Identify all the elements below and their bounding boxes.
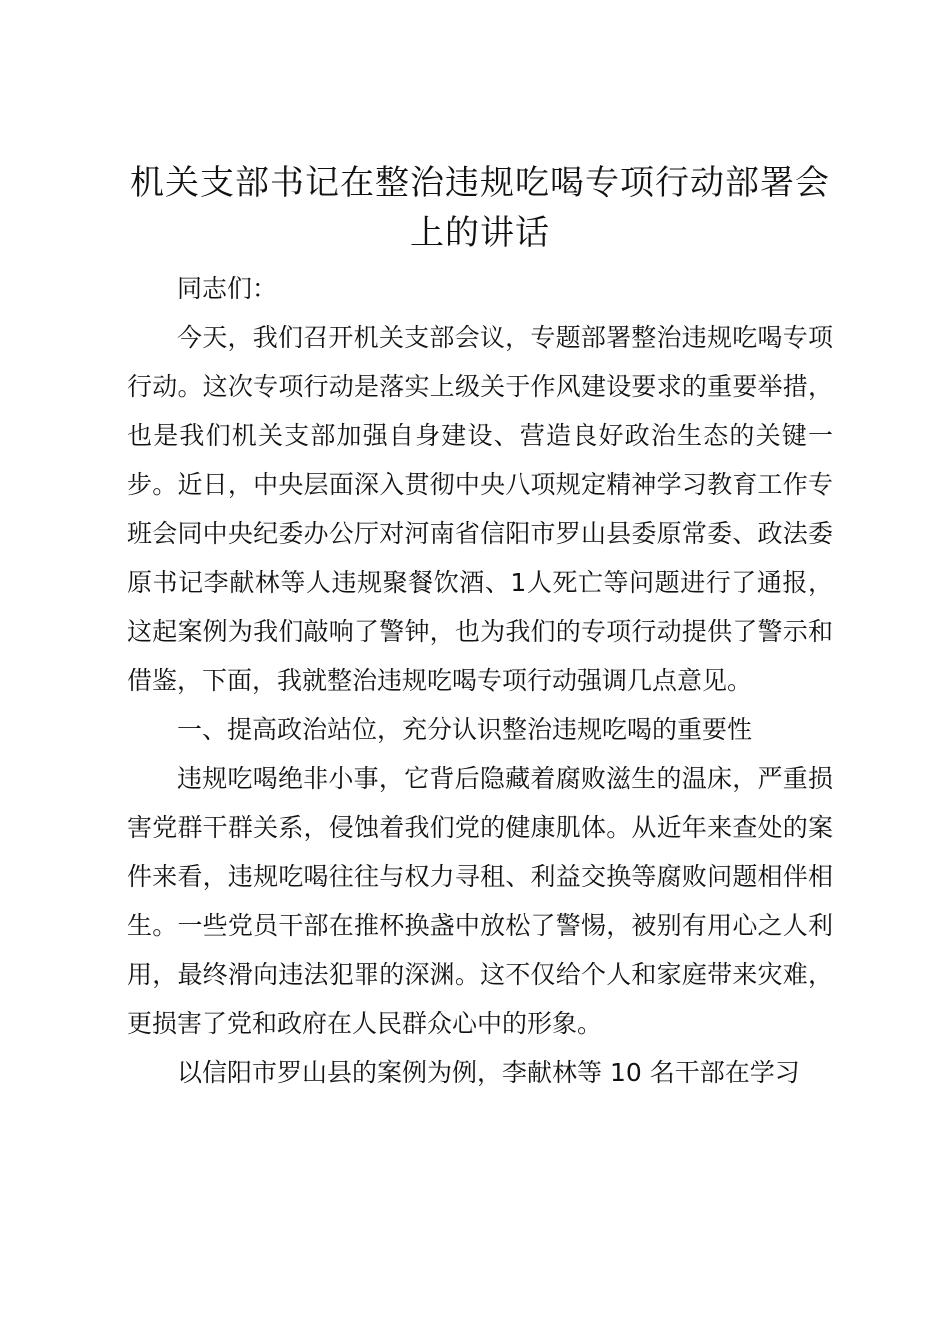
greeting: 同志们： [177, 274, 278, 303]
body-paragraph-1: 今天，我们召开机关支部会议，专题部署整治违规吃喝专项行动。这次专项行动是落实上级关于作风建设要求的重要举措，也是我们机关支部加强自身建设、营造良好政治生态的关键一步。近日，中央层面深入贯彻中央八项规定精神学习教育工作专班会同中央纪委办公厅对河南省信阳市罗山县委原常委、政法委原书记李献林等人违规聚餐饮酒、1人死亡等问题进行了通报，这起案例为我们敲响了警钟，也为我们的专项行动提供了警示和借鉴，下面，我就整治违规吃喝专项行动强调几点意见。 [127, 323, 833, 695]
section1-paragraph-1: 违规吃喝绝非小事，它背后隐藏着腐败滋生的温床，严重损害党群干群关系，侵蚀着我们党的健康肌体。从近年来查处的案件来看，违规吃喝往往与权力寻租、利益交换等腐败问题相伴相生。一些党员干部在推杯换盏中放松了警惕，被别有用心之人利用，最终滑向违法犯罪的深渊。这不仅给个人和家庭带来灾难，更损害了党和政府在人民群众心中的形象。 [127, 764, 833, 1038]
document-title: 机关支部书记在整治违规吃喝专项行动部署会 上的讲话 [130, 163, 830, 253]
section1-paragraph-2: 以信阳市罗山县的案例为例，李献林等 10 名干部在学习 [177, 1058, 800, 1087]
document-page [127, 158, 833, 1097]
section-heading-1: 一、提高政治站位，充分认识整治违规吃喝的重要性 [177, 715, 753, 744]
